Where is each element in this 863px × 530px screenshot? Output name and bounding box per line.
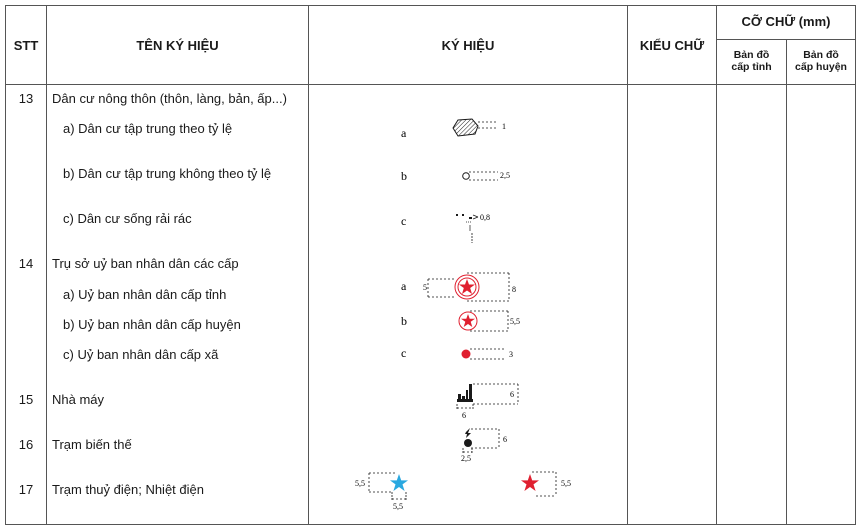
name-ubnd-xa: c) Uỷ ban nhân dân cấp xã [63, 347, 219, 362]
factory-chimney [466, 390, 468, 399]
dot-icon [456, 214, 458, 216]
name-nha-may: Nhà máy [52, 392, 105, 407]
factory-wall [458, 394, 461, 399]
dot-icon [462, 214, 464, 216]
dim-16-bottom: 2,5 [461, 454, 471, 463]
symbol-tram-thuy-dien [355, 473, 408, 511]
dim-14a-left: 5 [423, 283, 427, 292]
symbol-ubnd-xa [401, 346, 513, 360]
dim-15-right: 6 [510, 390, 514, 399]
header-ten-ky-hieu: TÊN KÝ HIỆU [136, 38, 219, 53]
letter-14b: b [401, 314, 407, 328]
red-star-icon [461, 314, 475, 327]
lightning-icon [465, 428, 471, 438]
header-ban-do-tinh-line1: Bản đồ [733, 49, 770, 61]
header-ban-do-tinh-line2: cấp tỉnh [731, 61, 772, 73]
symbol-nha-may [457, 384, 518, 420]
name-ubnd-tinh: a) Uỷ ban nhân dân cấp tỉnh [63, 287, 227, 302]
symbol-dan-cu-rai-rac [401, 213, 490, 243]
dim-17-left: 5,5 [355, 479, 365, 488]
letter-13b: b [401, 169, 407, 183]
stt-15: 15 [18, 392, 34, 407]
symbol-ubnd-tinh [401, 273, 516, 301]
name-tram-thuy-dien: Trạm thuỷ điện; Nhiệt điện [52, 482, 204, 497]
dim-17-right: 5,5 [561, 479, 571, 488]
symbol-dan-cu-theo-ty-le [401, 119, 506, 140]
red-dot-icon [462, 350, 471, 359]
stt-16: 16 [18, 437, 34, 452]
dim-14c: 3 [509, 350, 513, 359]
hatched-area-icon [453, 119, 478, 136]
name-tru-so-ubnd: Trụ sở uỷ ban nhân dân các cấp [52, 256, 239, 271]
dim-15-bottom: 6 [462, 411, 466, 420]
small-circle-icon [463, 173, 470, 180]
symbol-nhiet-dien [521, 472, 571, 496]
symbol-ubnd-huyen [401, 311, 520, 331]
name-tram-bien-the: Trạm biến thế [52, 437, 132, 452]
dim-14a-right: 8 [512, 285, 516, 294]
symbol-tram-bien-the [461, 428, 507, 463]
symbol-dan-cu-khong-theo-ty-le [401, 169, 510, 183]
dim-13c: 0,8 [480, 213, 490, 222]
header-ban-do-huyen-line2: cấp huyện [795, 61, 847, 73]
header-co-chu: CỠ CHỮ (mm) [741, 14, 831, 29]
stt-13: 13 [18, 91, 34, 106]
dim-13b: 2,5 [500, 171, 510, 180]
dim-13a: 1 [502, 122, 506, 131]
red-star-icon [521, 474, 539, 491]
letter-13c: c [401, 214, 407, 228]
factory-base [457, 399, 473, 402]
name-dan-cu-theo-ty-le: a) Dân cư tập trung theo tỷ lệ [63, 121, 233, 136]
header-ky-hieu: KÝ HIỆU [441, 38, 495, 53]
stt-17: 17 [18, 482, 34, 497]
letter-14c: c [401, 346, 407, 360]
header-stt: STT [13, 38, 39, 53]
dim-line [473, 215, 478, 217]
transformer-dot-icon [464, 439, 472, 447]
letter-13a: a [401, 126, 407, 140]
factory-chimney-icon [469, 384, 472, 399]
header-kieu-chu: KIỂU CHỮ [639, 38, 705, 53]
blue-star-icon [390, 474, 408, 491]
header-ban-do-huyen-line1: Bản đồ [803, 49, 839, 61]
dim-17-bottom: 5,5 [393, 502, 403, 511]
factory-wall [462, 396, 465, 399]
letter-14a: a [401, 279, 407, 293]
dim-14b: 5,5 [510, 317, 520, 326]
name-dan-cu-rai-rac: c) Dân cư sống rải rác [63, 211, 192, 226]
name-dan-cu-nong-thon: Dân cư nông thôn (thôn, làng, bản, ấp...) [52, 91, 287, 106]
stt-14: 14 [18, 256, 34, 271]
dot-icon [469, 217, 472, 219]
dim-line [473, 217, 478, 219]
red-star-icon [459, 279, 475, 294]
name-dan-cu-khong-theo-ty-le: b) Dân cư tập trung không theo tỷ lệ [63, 166, 272, 181]
dim-16-right: 6 [503, 435, 507, 444]
name-ubnd-huyen: b) Uỷ ban nhân dân cấp huyện [63, 317, 241, 332]
